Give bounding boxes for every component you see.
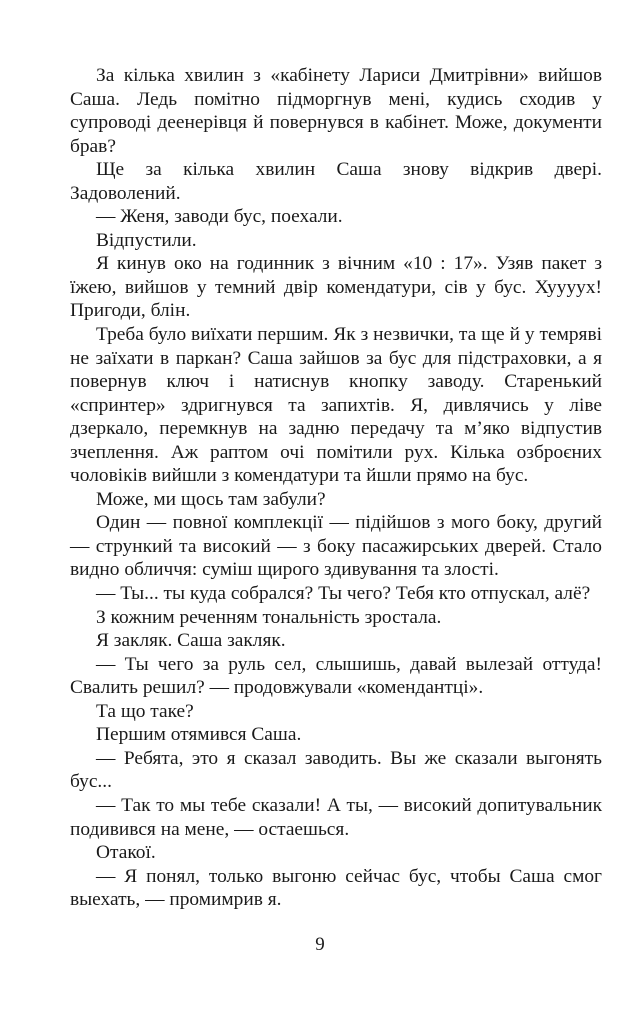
paragraph: — Так то мы тебе сказали! А ты, — високий допитувальник подивився на мене, — остаешься. bbox=[70, 794, 602, 840]
paragraph: — Ребята, это я сказал заводить. Вы же сказали выгонять бус... bbox=[70, 747, 602, 793]
body-text bbox=[70, 64, 602, 912]
paragraph: — Ты чего за руль сел, слышишь, давай вылезай оттуда! Свалить решил? — продовжували «комендантці». bbox=[70, 653, 602, 699]
paragraph: З кожним реченням тональність зростала. bbox=[96, 606, 442, 628]
paragraph: Отакої. bbox=[96, 842, 156, 864]
paragraph: Ще за кілька хвилин Саша знову відкрив двері. Задоволений. bbox=[70, 159, 602, 204]
paragraph: — Я понял, только выгоню сейчас бус, чтобы Саша смог выехать, — промимрив я. bbox=[70, 865, 602, 911]
paragraph: — Женя, заводи бус, поехали. bbox=[96, 206, 343, 228]
paragraph: Відпустили. bbox=[96, 229, 197, 251]
paragraph: Я закляк. Саша закляк. bbox=[96, 630, 286, 652]
paragraph: Я кинув око на годинник з вічним «10 : 17». Узяв пакет з їжею, вийшов у темний двір комендатури, сів у бус. Хууууx! Пригоди, блін. bbox=[70, 253, 602, 322]
paragraph: — Ты... ты куда собрался? Ты чего? Тебя кто отпускал, алё? bbox=[96, 583, 591, 605]
page-number: 9 bbox=[315, 934, 325, 955]
paragraph: Один — повної комплекції — підійшов з мого боку, другий — стрункий та високий — з боку пасажирських дверей. Стало видно обличчя: суміш щирого здивування та злості. bbox=[70, 512, 602, 581]
paragraph: Треба було виїхати першим. Як з незвички, та ще й у темряві не заїхати в паркан? Саша зайшов за бус для підстраховки, а я повернув ключ і натиснув кнопку заводу. Старенький «спринтер» здригнувся та запихтів. Я, дивлячись у ліве дзеркало, перемкнув на задню передачу та м’яко відпустив зчеплення. Аж раптом очі помітили рух. Кілька озброєних чоловіків вийшли з комендатури та йшли прямо на бус. bbox=[70, 324, 602, 487]
paragraph: Може, ми щось там забули? bbox=[96, 488, 326, 510]
paragraph: Та що таке? bbox=[96, 700, 194, 722]
paragraph: Першим отямився Саша. bbox=[96, 724, 302, 746]
paragraph: За кілька хвилин з «кабінету Лариси Дмитрівни» вийшов Саша. Ледь помітно підморгнув мені, кудись сходив у супроводі деенерівця й повернувся в кабінет. Може, документи брав? bbox=[70, 65, 602, 157]
